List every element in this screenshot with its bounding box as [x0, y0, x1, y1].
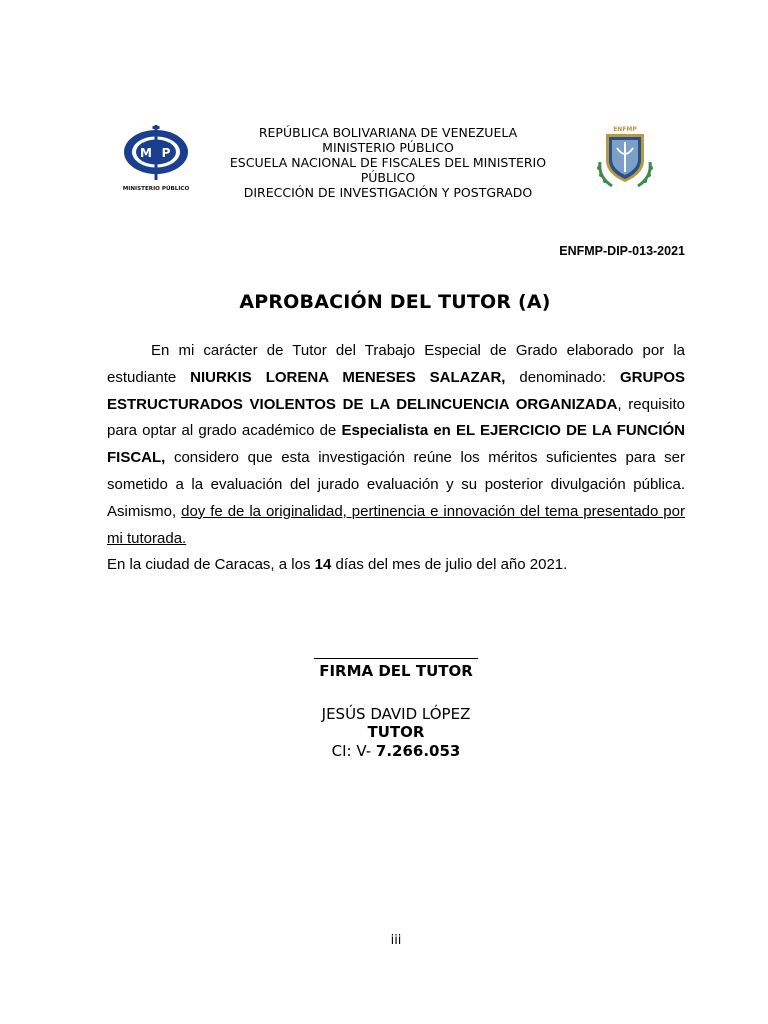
date-paragraph	[107, 552, 685, 579]
header-line-direction: DIRECCIÓN DE INVESTIGACIÓN Y POSTGRADO	[243, 185, 533, 200]
body-text: considero que esta investigación reúne los méritos suficientes para ser sometido a la evaluación del jurado evaluación y su posterior divulgación pública. Asimismo,	[107, 449, 685, 520]
thesis-topic: GRUPOS ESTRUCTURADOS VIOLENTOS DE LA DELINCUENCIA ORGANIZADA	[107, 368, 685, 413]
tutor-id-number: 7.266.053	[375, 742, 461, 760]
institution-header	[210, 125, 566, 200]
body-text: denominado:	[505, 368, 620, 386]
body-text: En la ciudad de Caracas, a los	[107, 556, 315, 574]
student-name: NIURKIS LORENA MENESES SALAZAR,	[190, 368, 506, 386]
header-line-republic: REPÚBLICA BOLIVARIANA DE VENEZUELA	[258, 125, 518, 140]
signature-block	[200, 658, 592, 761]
date-day: 14	[314, 556, 332, 574]
svg-text:MINISTERIO PÚBLICO: MINISTERIO PÚBLICO	[122, 186, 190, 192]
tutor-id	[200, 741, 592, 761]
header-line-ministry: MINISTERIO PÚBLICO	[322, 140, 454, 155]
body-text: días del mes de julio del año 2021.	[331, 556, 568, 574]
tutor-name: JESÚS DAVID LÓPEZ	[321, 705, 471, 723]
signature-line	[314, 658, 478, 659]
ministerio-publico-logo	[118, 122, 194, 196]
body-text: En mi carácter de Tutor del Trabajo Especial de Grado elaborado por la estudiante	[107, 342, 685, 386]
svg-text:P: P	[161, 146, 171, 160]
header-line-school: ESCUELA NACIONAL DE FISCALES DEL MINISTERIO PÚBLICO	[229, 155, 547, 185]
svg-text:M: M	[140, 146, 152, 160]
svg-text:ENFMP: ENFMP	[613, 126, 637, 133]
originality-statement: doy fe de la originalidad, pertinencia e innovación del tema presentado por mi tutorada.	[107, 502, 685, 547]
approval-paragraph	[107, 338, 685, 552]
body-text: , requisito para optar al grado académico de	[107, 395, 685, 440]
enfmp-logo	[592, 122, 658, 192]
tutor-id-prefix: CI: V-	[331, 742, 376, 760]
signature-label: FIRMA DEL TUTOR	[319, 662, 473, 680]
page-number: iii	[390, 933, 402, 948]
academic-degree: Especialista en EL EJERCICIO DE LA FUNCIÓN FISCAL,	[107, 422, 685, 467]
document-code: ENFMP-DIP-013-2021	[559, 244, 685, 258]
approval-body	[107, 338, 685, 579]
tutor-role: TUTOR	[367, 723, 425, 741]
page-title: APROBACIÓN DEL TUTOR (A)	[239, 291, 551, 313]
